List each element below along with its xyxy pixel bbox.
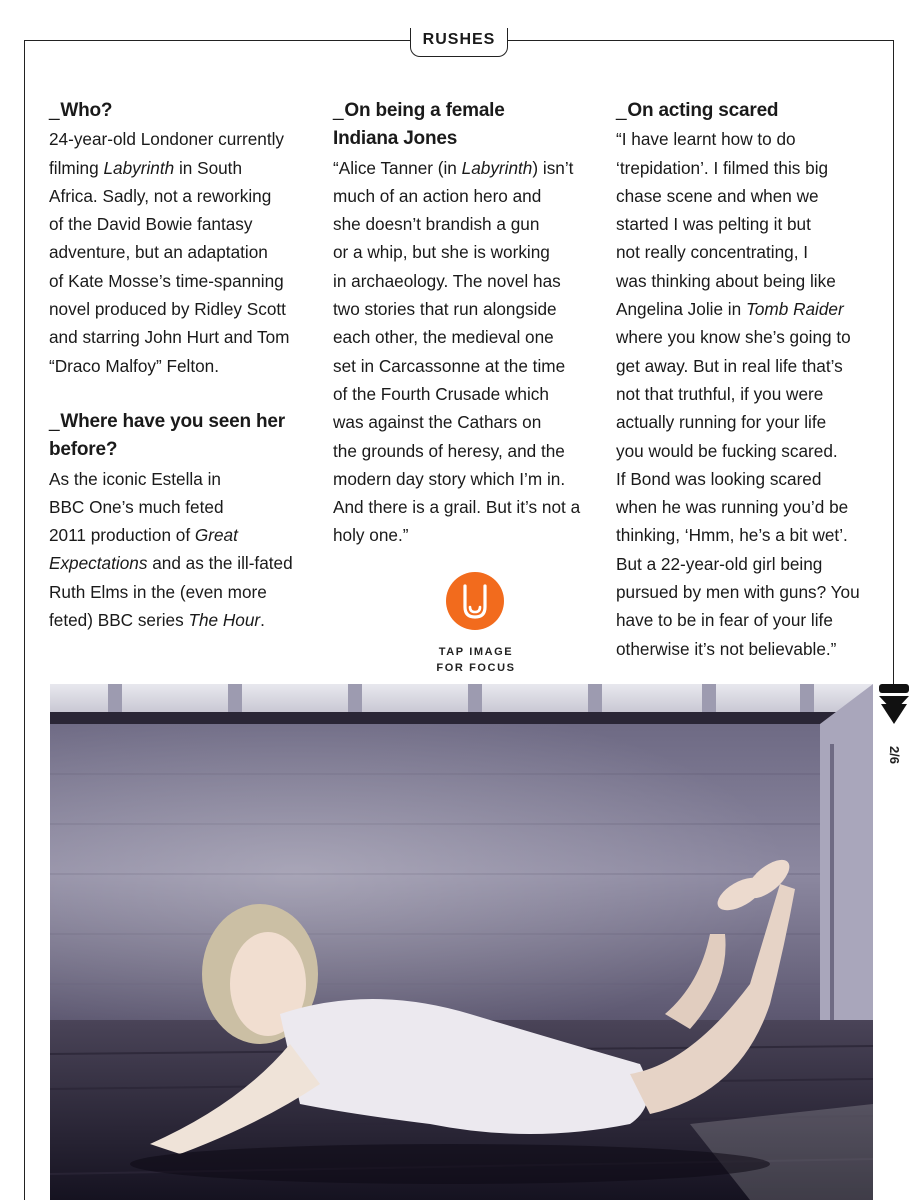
text-line (49, 606, 311, 634)
text-line (616, 352, 878, 380)
text-line (333, 323, 595, 351)
text-line (333, 521, 595, 549)
text-segment: feted) BBC series (49, 610, 189, 631)
text-segment: in South (174, 157, 243, 178)
text-line (616, 125, 878, 153)
text-segment: not really concentrating, I (616, 242, 809, 263)
text-line (333, 267, 595, 295)
text-line (616, 238, 878, 266)
text-segment: each other, the medieval one (333, 327, 554, 348)
text-segment: set in Carcassonne at the time (333, 355, 566, 376)
text-segment: BBC One’s much feted (49, 496, 224, 517)
text-segment: holy one.” (333, 525, 409, 546)
text-line (49, 352, 311, 380)
text-segment: started I was pelting it but (616, 214, 811, 235)
text-segment: and starring John Hurt and Tom (49, 327, 290, 348)
text-segment: 2011 production of (49, 525, 195, 546)
text-segment: not that truthful, if you were (616, 383, 824, 404)
text-line (616, 606, 878, 634)
heading-who: _Who? (49, 100, 113, 121)
text-segment: two stories that run alongside (333, 299, 557, 320)
text-segment: modern day story which I’m in. (333, 468, 566, 489)
text-line (49, 210, 311, 238)
text-segment: pursued by men with guns? You (616, 582, 860, 603)
text-line (616, 267, 878, 295)
text-line (333, 210, 595, 238)
text-segment: was against the Cathars on (333, 412, 542, 433)
text-line (616, 408, 878, 436)
text-segment: Ruth Elms in the (even more (49, 581, 267, 602)
text-segment: If Bond was looking scared (616, 468, 822, 489)
text-segment: . (260, 610, 265, 631)
text-line (616, 635, 878, 663)
text-segment: of the Fourth Crusade which (333, 383, 549, 404)
text-line (49, 295, 311, 323)
text-segment: adventure, but an adaptation (49, 242, 268, 263)
text-segment: and as the ill-fated (147, 553, 293, 574)
photo[interactable] (50, 684, 873, 1200)
text-line (333, 352, 595, 380)
text-segment: where you know she’s going to (616, 327, 851, 348)
text-line (616, 550, 878, 578)
heading-acting-scared: _On acting scared (616, 100, 779, 121)
text-line (616, 154, 878, 182)
down-arrow-icon[interactable] (877, 684, 911, 728)
focus-label-line2: FOR FOCUS (436, 662, 516, 674)
text-segment: Africa. Sadly, not a reworking (49, 185, 272, 206)
text-segment: And there is a grail. But it’s not a (333, 497, 581, 518)
text-segment: was thinking about being like (616, 270, 836, 291)
column-female-indiana-jones (333, 97, 595, 550)
text-line (333, 380, 595, 408)
italic-title: The Hour (188, 610, 261, 631)
text-line (333, 493, 595, 521)
text-line (49, 267, 311, 295)
fingertip-icon[interactable] (446, 572, 504, 630)
italic-title: Expectations (49, 553, 148, 574)
text-segment: novel produced by Ridley Scott (49, 299, 286, 320)
text-segment: ) isn’t (532, 157, 574, 178)
text-segment: “Alice Tanner (in (333, 157, 462, 178)
text-segment: you would be fucking scared. (616, 440, 838, 461)
text-line (333, 182, 595, 210)
focus-label-line1: TAP IMAGE (438, 646, 514, 658)
text-line (333, 437, 595, 465)
text-line (333, 154, 595, 182)
text-segment: when he was running you’d be (616, 497, 849, 518)
italic-title: Labyrinth (103, 157, 175, 178)
text-line (616, 323, 878, 351)
body-acting-scared (616, 125, 878, 663)
text-line (49, 323, 311, 351)
text-line (49, 125, 311, 153)
italic-title: Tomb Raider (745, 299, 844, 320)
tap-image-for-focus-label[interactable] (420, 644, 532, 676)
section-label: RUSHES (422, 31, 496, 48)
italic-title: Great (194, 525, 238, 546)
text-line (49, 238, 311, 266)
section-tab (410, 28, 508, 57)
text-segment: get away. But in real life that’s (616, 355, 843, 376)
text-segment: otherwise it’s not believable.” (616, 638, 837, 659)
text-line (49, 578, 311, 606)
text-line (49, 154, 311, 182)
text-line (616, 521, 878, 549)
text-line (49, 465, 311, 493)
text-line (333, 465, 595, 493)
text-segment: ‘trepidation’. I filmed this big (616, 157, 829, 178)
text-line (616, 578, 878, 606)
text-segment: or a whip, but she is working (333, 242, 550, 263)
text-segment: actually running for your life (616, 412, 827, 433)
text-segment: As the iconic Estella in (49, 468, 221, 489)
page-indicator: 2/6 (887, 745, 902, 765)
text-segment: “I have learnt how to do (616, 129, 796, 150)
text-segment: she doesn’t brandish a gun (333, 214, 540, 235)
text-segment: chase scene and when we (616, 185, 819, 206)
text-segment: in archaeology. The novel has (333, 270, 561, 291)
text-segment: “Draco Malfoy” Felton. (49, 355, 220, 376)
text-line (616, 465, 878, 493)
text-segment: Angelina Jolie in (616, 299, 746, 320)
heading-where-seen: _Where have you seen her before? (49, 410, 285, 461)
body-who (49, 125, 311, 380)
frame-right-border (893, 40, 894, 688)
text-line (616, 493, 878, 521)
text-segment: have to be in fear of your life (616, 610, 833, 631)
text-line (333, 408, 595, 436)
text-line (333, 295, 595, 323)
text-line (616, 295, 878, 323)
text-segment: the grounds of heresy, and the (333, 440, 565, 461)
text-line (333, 238, 595, 266)
text-segment: But a 22-year-old girl being (616, 553, 823, 574)
column-who (49, 97, 311, 634)
text-segment: 24-year-old Londoner currently (49, 129, 285, 150)
body-where-seen (49, 465, 311, 635)
body-female-indiana-jones (333, 154, 595, 550)
text-line (49, 493, 311, 521)
text-segment: of the David Bowie fantasy (49, 214, 253, 235)
text-segment: thinking, ‘Hmm, he’s a bit wet’. (616, 525, 848, 546)
column-acting-scared (616, 97, 878, 663)
text-line (49, 521, 311, 549)
text-segment: much of an action hero and (333, 185, 542, 206)
text-line (49, 549, 311, 577)
text-line (616, 437, 878, 465)
text-segment: of Kate Mosse’s time-spanning (49, 270, 284, 291)
text-segment: filming (49, 157, 104, 178)
text-line (49, 182, 311, 210)
text-line (616, 380, 878, 408)
text-line (616, 182, 878, 210)
text-line (616, 210, 878, 238)
frame-left-border (24, 40, 25, 1200)
heading-female-indiana-jones: _On being a female Indiana Jones (333, 100, 505, 150)
italic-title: Labyrinth (461, 157, 533, 178)
